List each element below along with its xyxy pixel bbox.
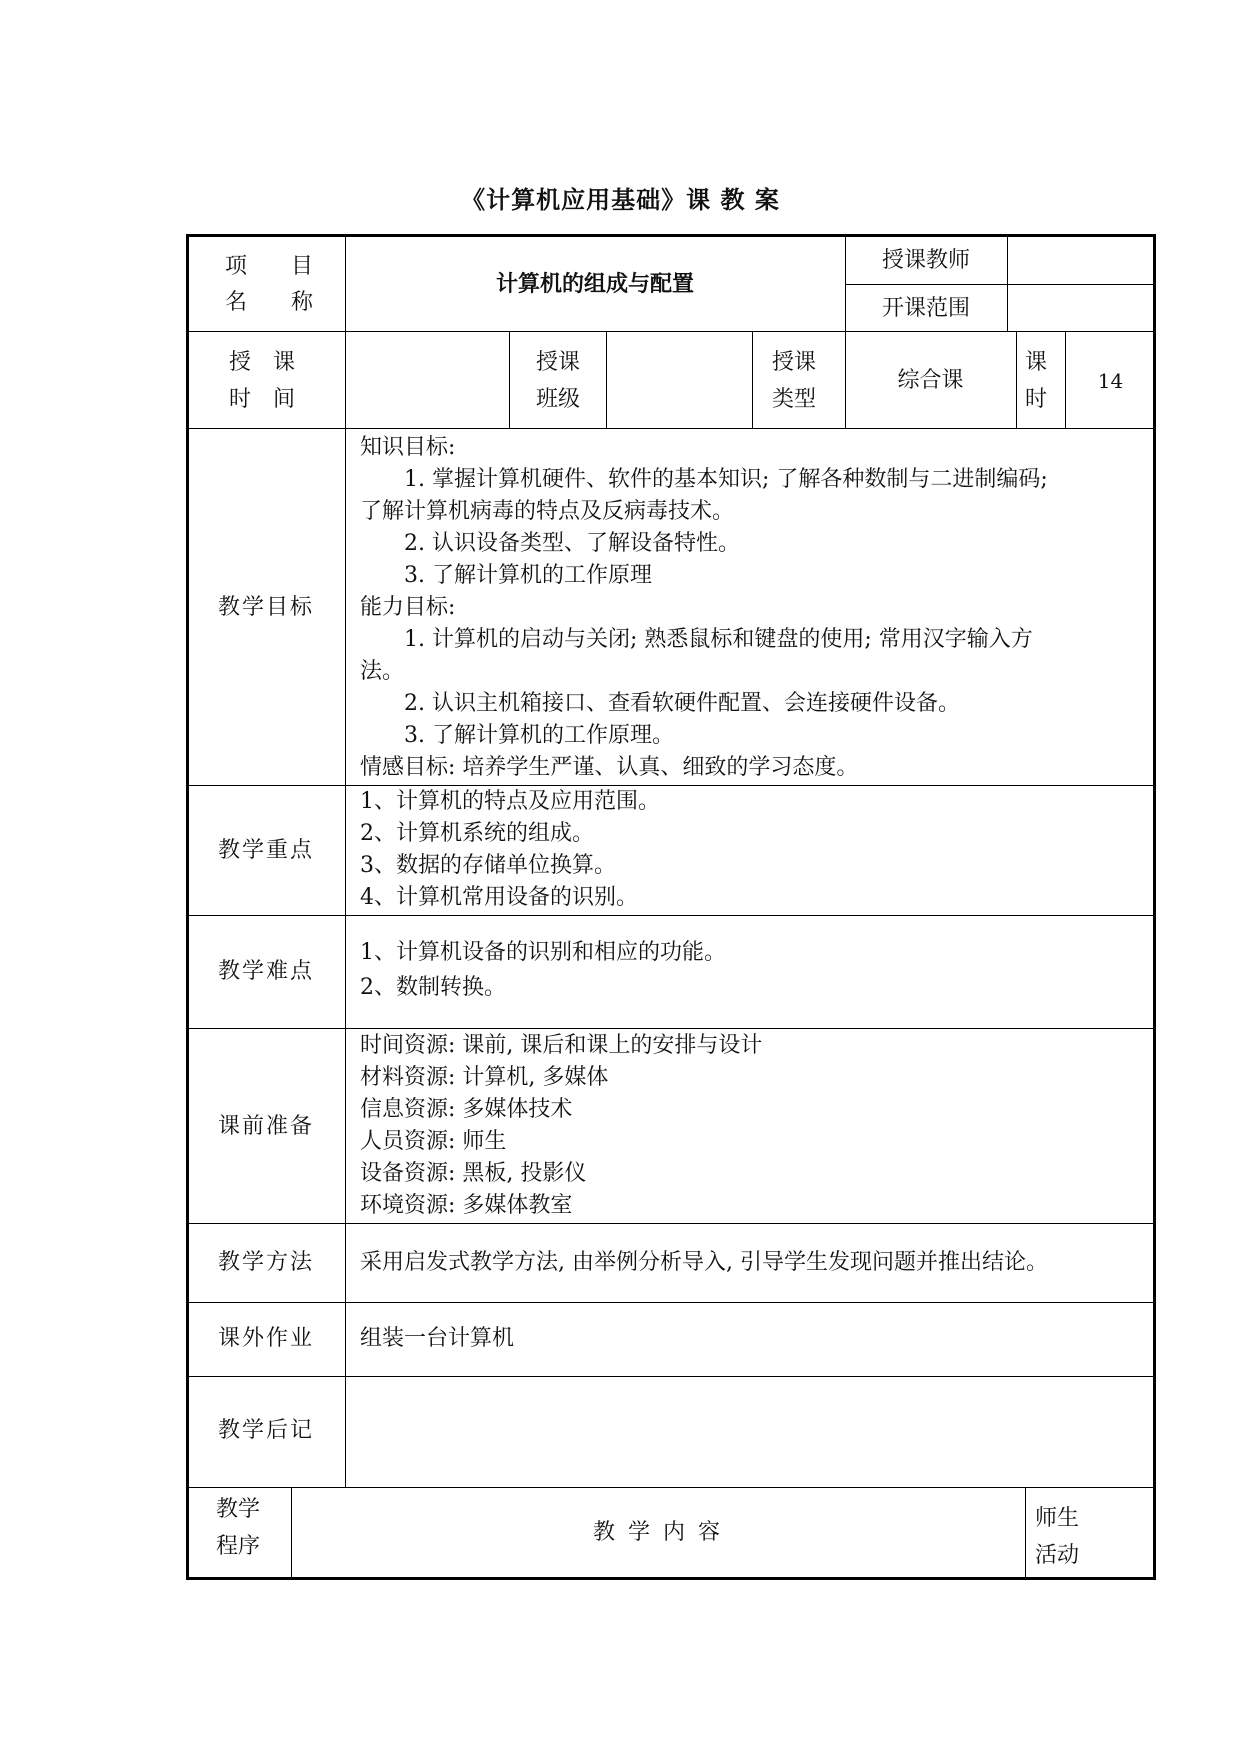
key-points-label: 教学重点 — [218, 838, 315, 863]
content-line: 法。 — [360, 659, 405, 684]
divider — [1007, 234, 1008, 331]
divider — [186, 1487, 1156, 1488]
time-label-line1: 授 课 — [229, 350, 296, 375]
method-label: 教学方法 — [218, 1250, 315, 1275]
content-line: 4、计算机常用设备的识别。 — [360, 885, 638, 910]
procedure-label-line1: 教学 — [216, 1497, 261, 1522]
hours-value: 14 — [1097, 369, 1124, 393]
divider — [186, 331, 1156, 332]
divider — [186, 1302, 1156, 1303]
type-value: 综合课 — [897, 368, 964, 393]
reflection-label: 教学后记 — [218, 1418, 315, 1443]
content-line: 1、计算机的特点及应用范围。 — [360, 789, 660, 814]
divider — [752, 331, 753, 428]
divider — [1025, 1487, 1026, 1580]
teacher-label: 授课教师 — [881, 248, 970, 273]
project-label-line1: 项 目 — [225, 254, 314, 279]
content-line: 3. 了解计算机的工作原理。 — [360, 723, 674, 748]
objectives-label: 教学目标 — [218, 595, 315, 620]
divider — [186, 915, 1156, 916]
content-line: 时间资源: 课前, 课后和课上的安排与设计 — [360, 1033, 763, 1058]
content-line: 设备资源: 黑板, 投影仪 — [360, 1161, 587, 1186]
content-line: 2、数制转换。 — [360, 975, 506, 1000]
content-line: 2、计算机系统的组成。 — [360, 821, 594, 846]
homework-label: 课外作业 — [218, 1326, 315, 1351]
method-text: 采用启发式教学方法, 由举例分析导入, 引导学生发现问题并推出结论。 — [360, 1250, 1048, 1275]
activity-label-line2: 活动 — [1035, 1543, 1080, 1568]
content-line: 2. 认识主机箱接口、查看软硬件配置、会连接硬件设备。 — [360, 691, 960, 716]
content-line: 1. 计算机的启动与关闭; 熟悉鼠标和键盘的使用; 常用汉字输入方 — [360, 627, 1033, 652]
divider — [186, 1223, 1156, 1224]
type-label-line1: 授课 — [772, 350, 817, 375]
divider — [186, 1376, 1156, 1377]
divider — [509, 331, 510, 428]
divider — [1016, 331, 1017, 428]
content-line: 知识目标: — [360, 435, 456, 460]
content-line: 1. 掌握计算机硬件、软件的基本知识; 了解各种数制与二进制编码; — [360, 467, 1048, 492]
hours-label-line2: 时 — [1025, 387, 1048, 412]
divider — [186, 785, 1156, 786]
hours-label-line1: 课 — [1025, 350, 1048, 375]
class-label-line1: 授课 — [536, 350, 581, 375]
time-label-line2: 时 间 — [229, 387, 296, 412]
content-line: 信息资源: 多媒体技术 — [360, 1097, 573, 1122]
content-line: 3、数据的存储单位换算。 — [360, 853, 616, 878]
divider — [186, 428, 1156, 429]
content-line: 能力目标: — [360, 595, 456, 620]
lesson-plan-table — [186, 234, 1156, 1580]
content-line: 人员资源: 师生 — [360, 1129, 507, 1154]
procedure-label-line2: 程序 — [216, 1534, 261, 1559]
content-line: 情感目标: 培养学生严谨、认真、细致的学习态度。 — [360, 755, 859, 780]
content-label: 教 学 内 容 — [593, 1520, 723, 1545]
scope-label: 开课范围 — [881, 296, 970, 321]
activity-label-line1: 师生 — [1035, 1506, 1080, 1531]
divider — [186, 1028, 1156, 1029]
divider — [606, 331, 607, 428]
preparation-label: 课前准备 — [218, 1114, 315, 1139]
content-line: 3. 了解计算机的工作原理 — [360, 563, 652, 588]
homework-text: 组装一台计算机 — [360, 1326, 515, 1351]
divider — [845, 284, 1156, 285]
content-line: 2. 认识设备类型、了解设备特性。 — [360, 531, 740, 556]
content-line: 了解计算机病毒的特点及反病毒技术。 — [360, 499, 735, 524]
type-label-line2: 类型 — [772, 387, 817, 412]
difficulties-label: 教学难点 — [218, 959, 315, 984]
content-line: 材料资源: 计算机, 多媒体 — [360, 1065, 609, 1090]
project-name: 计算机的组成与配置 — [495, 271, 694, 297]
document-title: 《计算机应用基础》课 教 案 — [461, 185, 780, 214]
divider — [345, 234, 346, 1487]
project-label-line2: 名 称 — [225, 290, 314, 315]
class-label-line2: 班级 — [536, 387, 581, 412]
content-line: 1、计算机设备的识别和相应的功能。 — [360, 940, 726, 965]
content-line: 环境资源: 多媒体教室 — [360, 1193, 573, 1218]
